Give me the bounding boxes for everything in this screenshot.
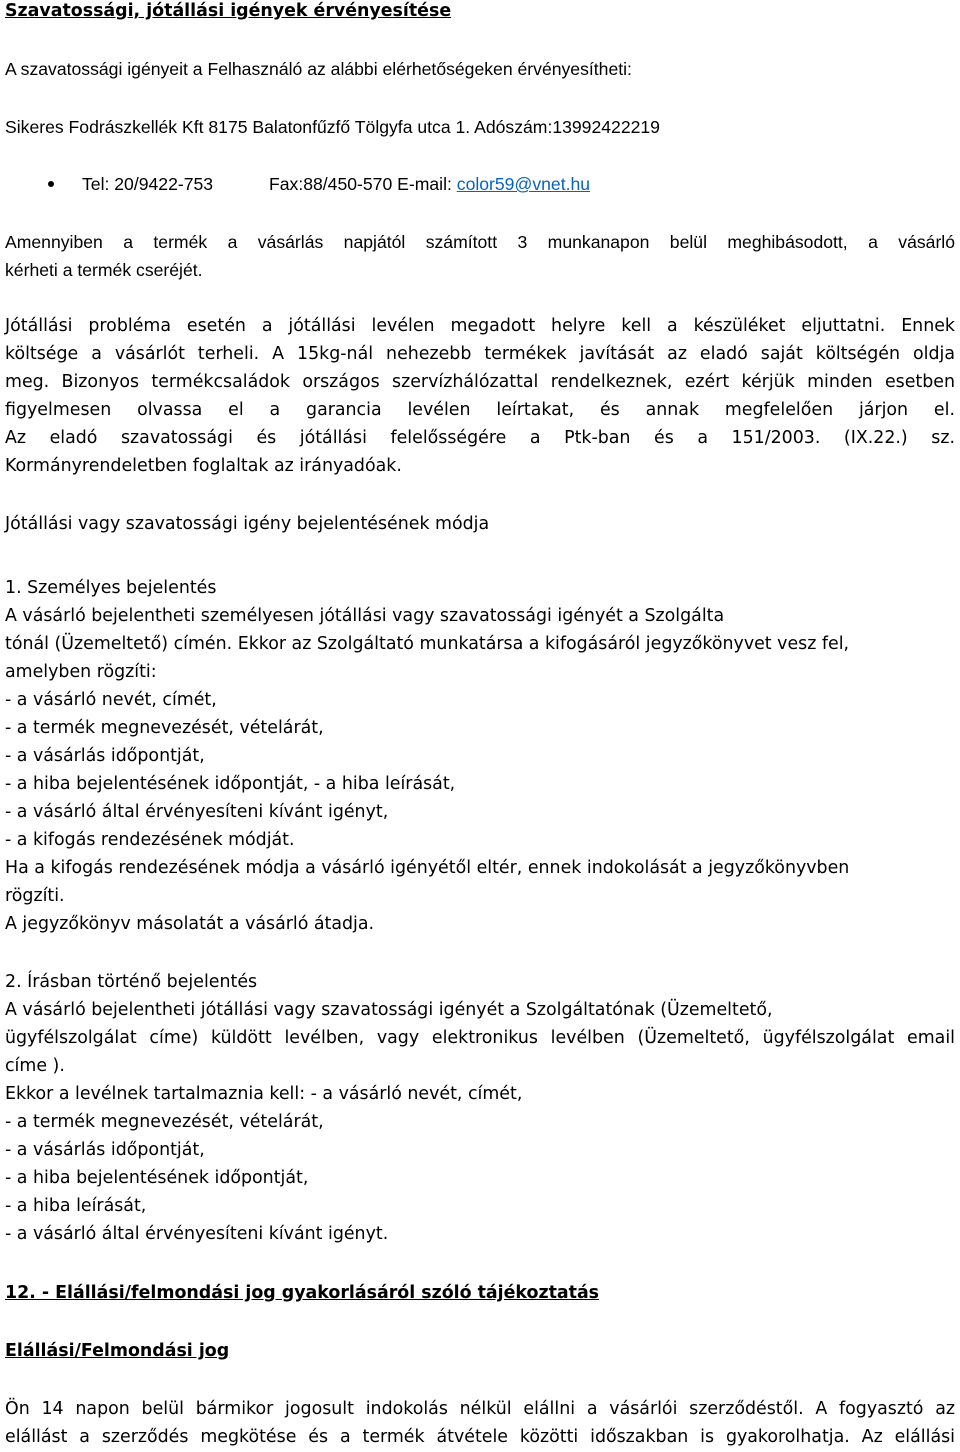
withdrawal-line: elállást a szerződés megkötése és a termék átvétele közötti időszakban is gyakorolhatja. Az elállási [5,1427,955,1447]
written-line: - a vásárló által érvényesíteni kívánt igényt. [5,1224,389,1244]
written-line: - a vásárlás időpontját, [5,1140,205,1160]
written-line: ügyfélszolgálat címe) küldött levélben, vagy elektronikus levélben (Üzemeltető, ügyfélszolgálat email [5,1028,955,1048]
personal-line: Ha a kifogás rendezésének módja a vásárló igényétől eltér, ennek indokolását a jegyzőkönyvben [5,858,850,878]
withdrawal-title: Elállási/Felmondási jog [5,1341,230,1361]
contact-tel: Tel: 20/9422-753 [82,174,214,194]
exchange-line: kérheti a termék cseréjét. [5,260,203,280]
written-section [5,968,955,1248]
section12-title: 12. - Elállási/felmondási jog gyakorlásáról szóló tájékoztatás [5,1283,600,1303]
written-line: - a hiba leírását, [5,1196,147,1216]
withdrawal-paragraph [5,1395,955,1451]
personal-line: - a vásárló nevét, címét, [5,690,217,710]
warranty-line: meg. Bizonyos termékcsaládok országos szervízhálózattal rendelkeznek, ezért kérjük minden esetben [5,372,955,392]
contact-fax-email [269,170,590,198]
personal-line: tónál (Üzemeltető) címén. Ekkor az Szolgáltató munkatársa a kifogásáról jegyzőkönyvet vesz fel, [5,634,850,654]
written-title: 2. Írásban történő bejelentés [5,972,258,992]
personal-line: - a termék megnevezését, vételárát, [5,718,324,738]
personal-line: - a hiba bejelentésének időpontját, - a hiba leírását, [5,774,456,794]
method-title: Jótállási vagy szavatossági igény bejelentésének módja [5,514,490,534]
bullet-icon [48,181,54,187]
company-line: Sikeres Fodrászkellék Kft 8175 Balatonfűzfő Tölgyfa utca 1. Adószám:13992422219 [5,117,660,137]
personal-line: A vásárló bejelentheti személyesen jótállási vagy szavatossági igényét a Szolgálta [5,606,725,626]
personal-line: - a vásárlás időpontját, [5,746,205,766]
warranty-line: Az eladó szavatossági és jótállási felelősségére a Ptk-ban és a 151/2003. (IX.22.) sz. [5,428,955,448]
personal-line: - a kifogás rendezésének módját. [5,830,295,850]
personal-line: amelyben rögzíti: [5,662,157,682]
written-line: - a hiba bejelentésének időpontját, [5,1168,309,1188]
personal-title: 1. Személyes bejelentés [5,578,217,598]
email-link[interactable]: color59@vnet.hu [456,174,591,194]
contact-row [5,170,955,198]
withdrawal-line: Ön 14 napon belül bármikor jogosult indokolás nélkül elállni a vásárlói szerződéstől. A fogyasztó az [5,1399,955,1419]
warranty-paragraph [5,312,955,480]
intro-text: A szavatossági igényeit a Felhasználó az alábbi elérhetőségeken érvényesítheti: [5,59,632,79]
personal-section [5,574,955,938]
contact-fax-label: Fax:88/450-570 E-mail: [269,174,457,194]
personal-line: - a vásárló által érvényesíteni kívánt igényt, [5,802,389,822]
written-line: - a termék megnevezését, vételárát, [5,1112,324,1132]
personal-line: A jegyzőkönyv másolatát a vásárló átadja. [5,914,375,934]
written-line: Ekkor a levélnek tartalmaznia kell: - a vásárló nevét, címét, [5,1084,523,1104]
warranty-line: figyelmesen olvassa el a garancia levélen leírtakat, és annak megfelelően járjon el. [5,400,955,420]
personal-line: rögzíti. [5,886,65,906]
page-heading: Szavatossági, jótállási igények érvényesítése [5,1,452,21]
exchange-paragraph [5,228,955,284]
written-line: A vásárló bejelentheti jótállási vagy szavatossági igényét a Szolgáltatónak (Üzemeltető, [5,1000,773,1020]
warranty-line: költsége a vásárlót terheli. A 15kg-nál nehezebb termékek javítását az eladó saját költségén oldja [5,344,955,364]
exchange-line: Amennyiben a termék a vásárlás napjától számított 3 munkanapon belül meghibásodott, a vásárló [5,232,955,252]
warranty-line: Jótállási probléma esetén a jótállási levélen megadott helyre kell a készüléket eljuttatni. Ennek [5,316,955,336]
written-line: címe ). [5,1056,65,1076]
warranty-line: Kormányrendeletben foglaltak az irányadóak. [5,456,402,476]
